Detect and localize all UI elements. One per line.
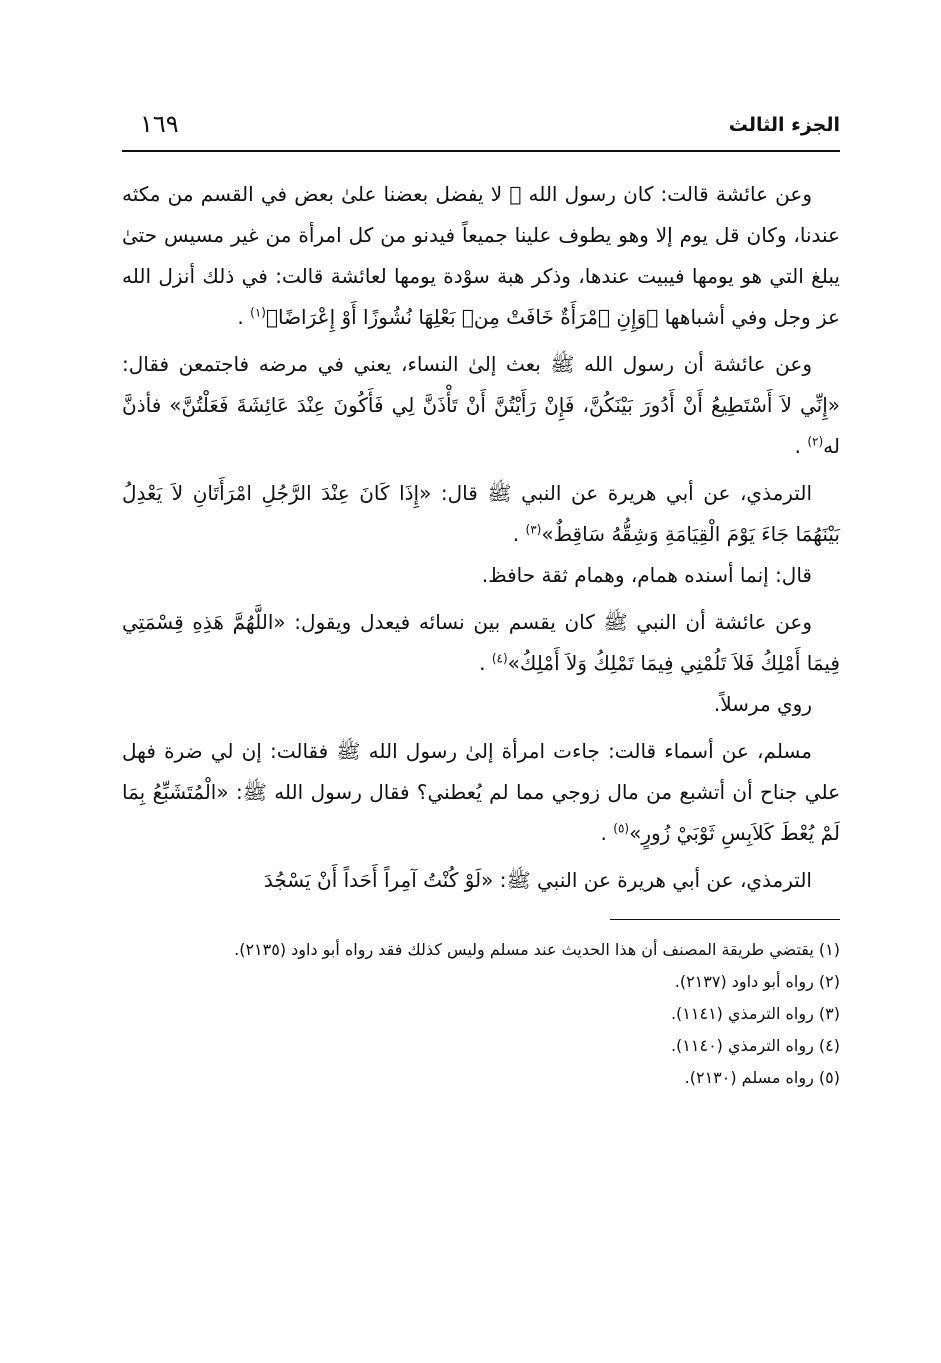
paragraph-tail: . [512,522,526,546]
paragraph-text: وعن عائشة أن رسول الله ﷺ بعث إلىٰ النساء، يعني في مرضه فاجتمعن فقال: «إِنِّي لاَ أَسْتَطِيعُ أَنْ أَدُورَ بَيْنَكُنَّ، فَإِنْ رَأَيْتُنَّ أَنْ تَأْذَنَّ لِي فَأَكُونَ عِنْدَ عَائِشَةَ فَعَلْتُنَّ» فأذنَّ له [122,352,840,458]
running-header [122,104,840,152]
footnote-ref: (٤) [491,651,508,666]
footnote-4: (٤) رواه الترمذي (١١٤٠). [670,1036,840,1055]
paragraph-tail: . [600,821,614,845]
paragraph-tail: . [237,305,251,329]
paragraph-6 [122,684,840,725]
paragraph-tail: . [479,651,492,675]
paragraph-text: وعن عائشة قالت: كان رسول الله ﷺ لا يفضل بعضنا علىٰ بعض في القسم من مكثه عندنا، وكان قل يوم إلا وهو يطوف علينا جميعاً فيدنو من كل امرأة من غير مسيس حتىٰ يبلغ التي هو يومها فيبيت عندها، وذكر هبة سوْدة يومها لعائشة قالت: في ذلك أنزل الله عز وجل وفي أشباهها ﴿وَإِنِ ٱمْرَأَةٌ خَافَتْ مِنۢ بَعْلِهَا نُشُوزًا أَوْ إِعْرَاضًا﴾ [122,182,840,329]
footnote-divider [610,919,840,920]
paragraph-4 [122,555,840,596]
paragraph-text: وعن عائشة أن النبي ﷺ كان يقسم بين نسائه فيعدل ويقول: «اللَّهُمَّ هَذِهِ قِسْمَتِي فِيمَا أَمْلِكُ فَلاَ تَلُمْنِي فِيمَا تَمْلِكُ وَلاَ أَمْلِكُ» [122,610,840,675]
footnote-3: (٣) رواه الترمذي (١١٤١). [670,1004,840,1023]
paragraph-tail: . [794,434,808,458]
running-header-title: الجزء الثالث [728,114,840,136]
footnotes [122,934,840,1094]
paragraph-text: مسلم، عن أسماء قالت: جاءت امرأة إلىٰ رسول الله ﷺ فقالت: إن لي ضرة فهل علي جناح أن أتشبع من مال زوجي مما لم يُعطني؟ فقال رسول الله ﷺ: «الْمُتَشَبِّعُ بِمَا لَمْ يُعْطَ كَلاَبِسِ ثَوْبَيْ زُورٍ» [122,739,840,845]
page-number: ١٦٩ [140,110,179,138]
paragraph-text: روي مرسلاً. [713,692,812,716]
paragraph-text: الترمذي، عن أبي هريرة عن النبي ﷺ: «لَوْ كُنْتُ آمِراً أَحَداً أَنْ يَسْجُدَ [263,868,812,892]
paragraph-8 [122,860,840,901]
paragraph-1 [122,174,840,338]
paragraph-2 [122,344,840,467]
footnote-ref: (٢) [807,434,824,449]
paragraph-7 [122,731,840,854]
footnote-1: (١) يقتضي طريقة المصنف أن هذا الحديث عند مسلم وليس كذلك فقد رواه أبو داود (٢١٣٥). [234,940,840,959]
footnote-ref: (٣) [525,522,542,537]
paragraph-text: قال: إنما أسنده همام، وهمام ثقة حافظ. [481,563,812,587]
footnote-2: (٢) رواه أبو داود (٢١٣٧). [674,972,840,991]
paragraph-5 [122,602,840,684]
footnote-ref: (٥) [613,821,630,836]
footnote-ref: (١) [250,305,266,320]
book-page [122,104,840,1094]
body-text [122,174,840,901]
paragraph-3 [122,473,840,555]
paragraph-text: الترمذي، عن أبي هريرة عن النبي ﷺ قال: «إِذَا كَانَ عِنْدَ الرَّجُلِ امْرَأَتَانِ لاَ يَعْدِلُ بَيْنَهُمَا جَاءَ يَوْمَ الْقِيَامَةِ وَشِقُّهُ سَاقِطٌ» [122,481,840,546]
footnote-5: (٥) رواه مسلم (٢١٣٠). [684,1068,840,1087]
